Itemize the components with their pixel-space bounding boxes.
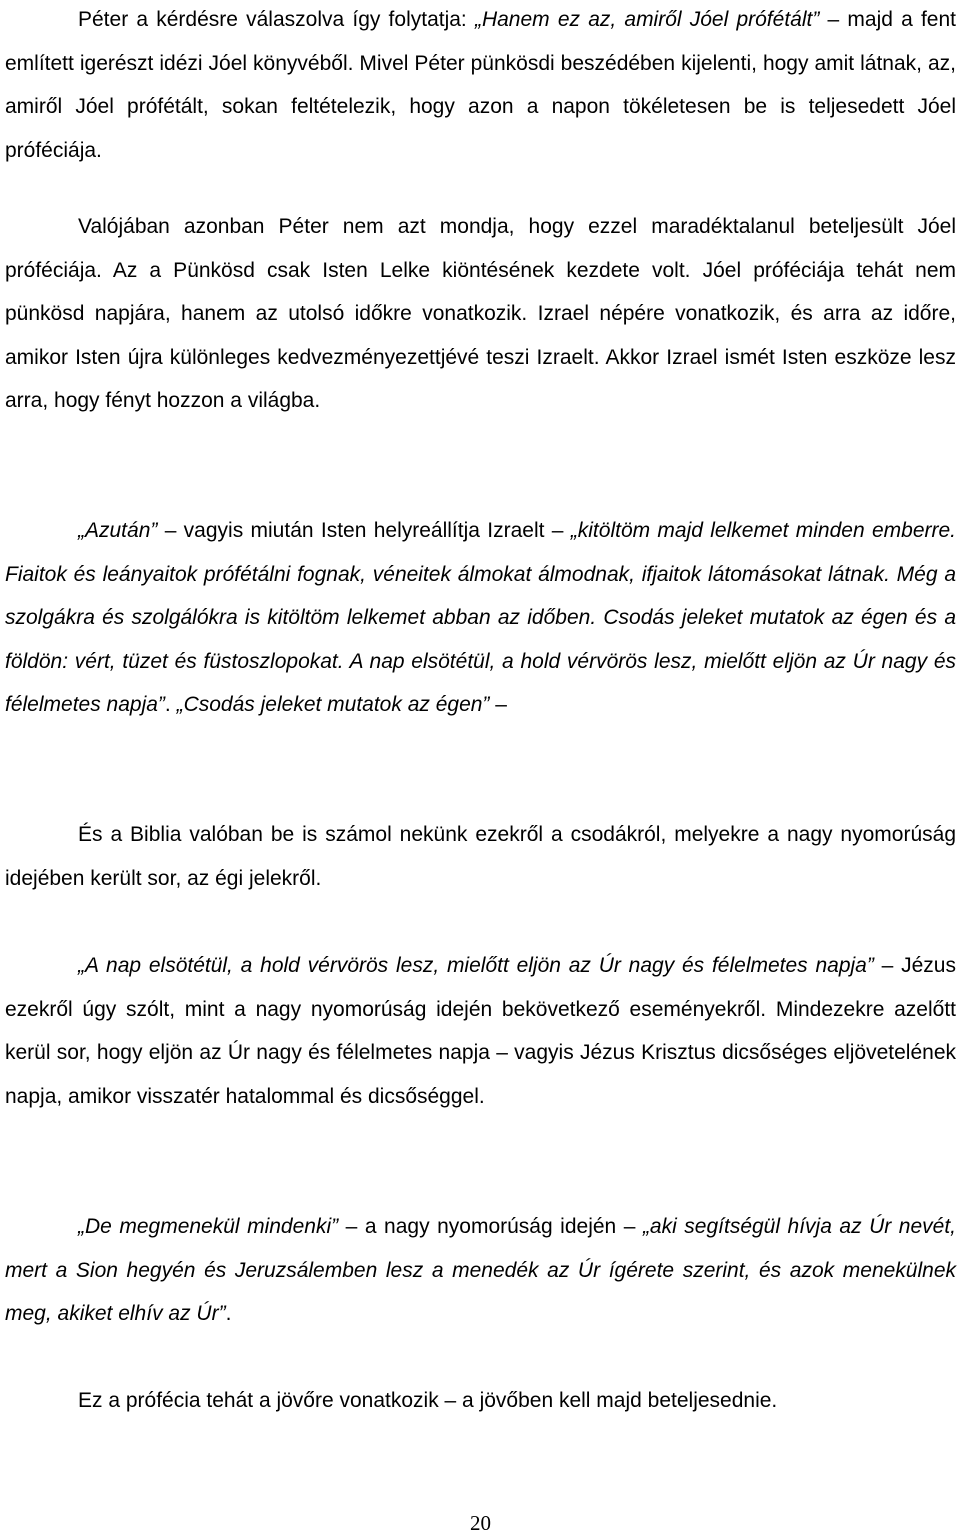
paragraph-1: [5, 0, 956, 172]
paragraph-5-quote-1: „A nap elsötétül, a hold vérvörös lesz, mielőtt eljön az Úr nagy és félelmetes napja”: [78, 954, 874, 977]
paragraph-6: [5, 1205, 956, 1336]
paragraph-1-text-2: – majd a fent említett igerészt idézi Jóel könyvéből. Mivel Péter pünkösdi beszédében kijelenti, hogy amit látnak, az, amiről Jóel prófétált, sokan feltételezik, hogy azon a napon tökéletesen be is teljesedett Jóel próféciája.: [5, 8, 956, 162]
paragraph-3-quote-2: „kitöltöm majd lelkemet minden emberre. Fiaitok és leányaitok prófétálni fognak, véneitek álmokat álmodnak, ifjaitok látomásokat látnak. Még a szolgákra és szolgálókra is kitöltöm lelkemet abban az időben. Csodás jeleket mutatok az égen és a földön: vért, tüzet és füstoszlopokat. A nap elsötétül, a hold vérvörös lesz, mielőtt eljön az Úr nagy és félelmetes napja”: [5, 519, 956, 717]
paragraph-3-quote-1: „Azután”: [78, 519, 158, 542]
paragraph-2: [5, 205, 956, 423]
paragraph-5: [5, 944, 956, 1118]
paragraph-7-text: Ez a prófécia tehát a jövőre vonatkozik – a jövőben kell majd beteljesednie.: [78, 1389, 778, 1412]
paragraph-1-quote-1: „Hanem ez az, amiről Jóel prófétált”: [474, 8, 820, 31]
paragraph-3: [5, 509, 956, 727]
paragraph-3-text-2: .: [164, 693, 177, 717]
page-number: 20: [470, 1511, 491, 1535]
paragraph-6-quote-1: „De megmenekül mindenki”: [78, 1215, 339, 1238]
paragraph-3-text-1: – vagyis miután Isten helyreállítja Izraelt –: [157, 519, 571, 542]
paragraph-2-text: Valójában azonban Péter nem azt mondja, hogy ezzel maradéktalanul beteljesült Jóel próféciája. Az a Pünkösd csak Isten Lelke kiöntésének kezdete volt. Jóel próféciája tehát nem pünkösd napjára, hanem az utolsó időkre vonatkozik. Izrael népére vonatkozik, és arra az időre, amikor Isten újra különleges kedvezményezettjévé teszi Izraelt. Akkor Izrael ismét Isten eszköze lesz arra, hogy fényt hozzon a világba.: [5, 215, 956, 413]
paragraph-6-quote-2: „aki segítségül hívja az Úr nevét, mert a Sion hegyén és Jeruzsálemben lesz a menedék az Úr ígérete szerint, és azok menekülnek meg, akiket elhív az Úr”: [5, 1215, 956, 1326]
paragraph-7: [5, 1379, 956, 1423]
paragraph-3-text-3: –: [489, 693, 507, 717]
paragraph-4: [5, 813, 956, 900]
paragraph-6-text-2: .: [225, 1302, 232, 1326]
paragraph-5-text-1: – Jézus ezekről úgy szólt, mint a nagy nyomorúság idején bekövetkező eseményekről. Mindezekre azelőtt kerül sor, hogy eljön az Úr nagy és félelmetes napja – vagyis Jézus Krisztus dicsőséges eljövetelének napja, amikor visszatér hatalommal és dicsőséggel.: [5, 954, 956, 1108]
paragraph-1-text-1: Péter a kérdésre válaszolva így folytatja:: [78, 8, 475, 31]
paragraph-3-quote-3: „Csodás jeleket mutatok az égen”: [176, 693, 490, 717]
paragraph-6-text-1: – a nagy nyomorúság idején –: [338, 1215, 643, 1238]
document-page: [5, 0, 956, 1537]
paragraph-4-text: És a Biblia valóban be is számol nekünk ezekről a csodákról, melyekre a nagy nyomorúság idejében került sor, az égi jelekről.: [5, 823, 956, 890]
